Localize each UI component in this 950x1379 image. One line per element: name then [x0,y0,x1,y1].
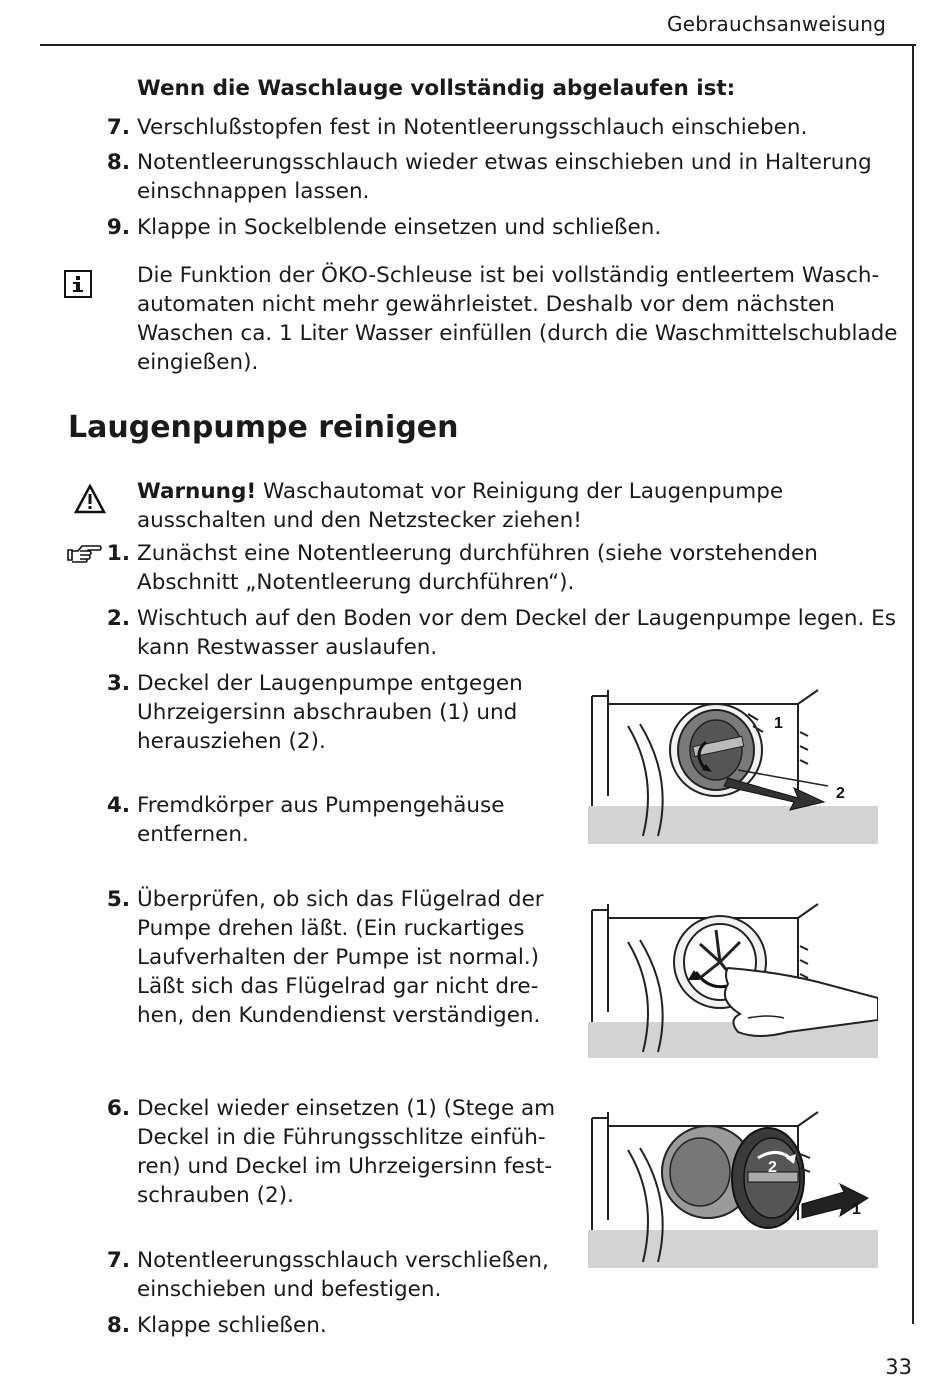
step-number: 7. [106,1248,130,1273]
info-icon [64,270,92,298]
list-item [104,1246,549,1302]
subheading: Wenn die Waschlauge vollständig abgelaufen ist: [137,76,736,101]
step-number: 6. [106,1096,130,1121]
step-text: Überprüfen, ob sich das Flügelrad der [137,887,544,912]
info-note [137,261,898,377]
step-text: einschnappen lassen. [137,179,370,204]
figure-label: 1 [852,1201,861,1218]
step-text: Pumpe drehen läßt. (Ein ruckartiges [137,916,525,941]
step-text: ren) und Deckel im Uhrzeigersinn fest- [137,1154,553,1179]
figure-label: 1 [774,715,783,732]
list-item [104,539,818,595]
list-item [104,885,544,1028]
margin-rule [912,44,914,1324]
step-number: 1. [106,541,130,566]
page-number: 33 [885,1355,912,1379]
step-number: 5. [106,887,130,912]
info-text: Die Funktion der ÖKO-Schleuse ist bei vollständig entleertem Wasch- [137,263,880,288]
header-title: Gebrauchsanweisung [667,12,886,36]
list-item [104,148,872,204]
step-text: Fremdkörper aus Pumpengehäuse [137,793,505,818]
list-item [104,1094,556,1208]
info-text: automaten nicht mehr gewährleistet. Deshalb vor dem nächsten [137,292,835,317]
step-number: 8. [106,150,130,175]
step-text: Klappe schließen. [137,1313,327,1338]
step-text: kann Restwasser auslaufen. [137,635,438,660]
step-number: 9. [106,215,130,240]
step-text: herausziehen (2). [137,729,326,754]
step-text: Deckel in die Führungsschlitze einfüh- [137,1125,546,1150]
step-text: entfernen. [137,822,249,847]
header-rule [40,44,916,46]
impeller-check-illustration [588,900,878,1058]
step-number: 2. [106,606,130,631]
warning-text: Waschautomat vor Reinigung der Laugenpumpe [256,479,784,504]
step-number: 7. [106,115,130,140]
step-text: Klappe in Sockelblende einsetzen und schließen. [137,215,662,240]
step-text: Läßt sich das Flügelrad gar nicht dre- [137,974,539,999]
pump-cover-insert-illustration [588,1108,878,1268]
pointing-hand-icon [66,542,104,564]
section-title: Laugenpumpe reinigen [68,410,459,445]
warning-text: ausschalten und den Netzstecker ziehen! [137,508,582,533]
step-text: Deckel wieder einsetzen (1) (Stege am [137,1096,556,1121]
warning-note [137,477,783,535]
step-text: Wischtuch auf den Boden vor dem Deckel der Laugenpumpe legen. Es [137,606,896,631]
info-text: Waschen ca. 1 Liter Wasser einfüllen (durch die Waschmittelschublade [137,321,898,346]
list-item [104,1311,327,1340]
figure-label: 2 [768,1159,777,1176]
step-text: Laufverhalten der Pumpe ist normal.) [137,945,540,970]
step-text: Notentleerungsschlauch verschließen, [137,1248,549,1273]
step-number: 8. [106,1313,130,1338]
step-number: 4. [106,793,130,818]
step-text: Abschnitt „Notentleerung durchführen“). [137,570,575,595]
list-item [104,791,505,847]
step-text: hen, den Kundendienst verständigen. [137,1003,541,1028]
step-text: Uhrzeigersinn abschrauben (1) und [137,700,518,725]
step-text: Notentleerungsschlauch wieder etwas einschieben und in Halterung [137,150,872,175]
warning-label: Warnung! [137,479,257,504]
step-text: schrauben (2). [137,1183,294,1208]
warning-triangle-icon [74,484,106,514]
pump-cover-removal-illustration [588,686,878,844]
figure-label: 2 [836,785,845,802]
list-item [104,213,662,242]
step-text: Verschlußstopfen fest in Notentleerungsschlauch einschieben. [137,115,808,140]
step-text: Deckel der Laugenpumpe entgegen [137,671,523,696]
list-item [104,669,523,754]
step-text: Zunächst eine Notentleerung durchführen (siehe vorstehenden [137,541,818,566]
list-item [104,604,896,660]
info-text: eingießen). [137,350,259,375]
step-number: 3. [106,671,130,696]
step-text: einschieben und befestigen. [137,1277,442,1302]
list-item [104,113,808,142]
